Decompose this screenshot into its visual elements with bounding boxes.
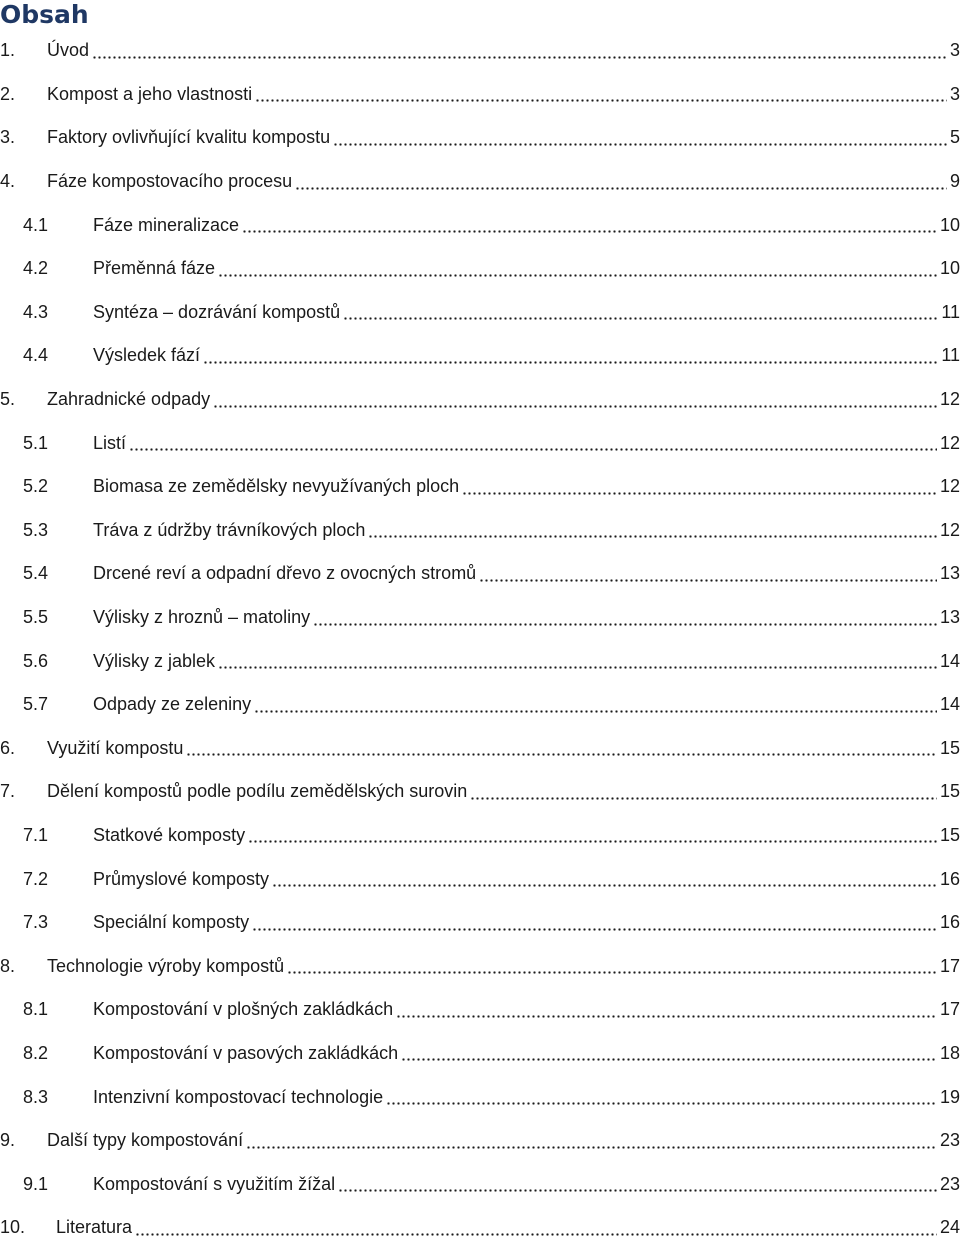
toc-entry-page: 15 bbox=[939, 781, 960, 802]
toc-entry[interactable] bbox=[0, 291, 960, 335]
toc-entry-number: 8.2 bbox=[23, 1042, 49, 1063]
toc-entry-title: Zahradnické odpady bbox=[47, 389, 211, 410]
toc-entry[interactable] bbox=[0, 1119, 960, 1163]
toc-entry[interactable] bbox=[0, 1162, 960, 1206]
toc-entry[interactable] bbox=[0, 421, 960, 465]
toc-entry-title: Další typy kompostování bbox=[47, 1130, 244, 1151]
toc-entry-title: Speciální komposty bbox=[93, 912, 250, 933]
toc-dot-leader bbox=[135, 1220, 937, 1240]
toc-entry-title: Tráva z údržby trávníkových ploch bbox=[93, 519, 366, 540]
toc-dot-leader bbox=[338, 1176, 937, 1196]
toc-entry-number: 4.2 bbox=[23, 258, 49, 279]
toc-dot-leader bbox=[255, 86, 947, 106]
toc-entry[interactable] bbox=[0, 901, 960, 945]
toc-entry-number: 2. bbox=[0, 83, 16, 104]
toc-entry-number: 5.1 bbox=[23, 432, 49, 453]
toc-entry-page: 17 bbox=[939, 955, 960, 976]
toc-entry-page: 3 bbox=[949, 83, 960, 104]
toc-dot-leader bbox=[272, 871, 937, 891]
toc-entry[interactable] bbox=[0, 988, 960, 1032]
toc-entry-number: 4.1 bbox=[23, 214, 49, 235]
toc-entry[interactable] bbox=[0, 160, 960, 204]
toc-entry-title: Odpady ze zeleniny bbox=[93, 694, 252, 715]
toc-dot-leader bbox=[218, 261, 937, 281]
toc-entry-title: Biomasa ze zemědělsky nevyužívaných ploch bbox=[93, 476, 460, 497]
toc-entry-title: Dělení kompostů podle podílu zemědělských surovin bbox=[47, 781, 468, 802]
toc-entry-page: 23 bbox=[939, 1173, 960, 1194]
toc-entry-page: 16 bbox=[939, 868, 960, 889]
toc-entry-page: 5 bbox=[949, 127, 960, 148]
toc-entry-number: 8.3 bbox=[23, 1086, 49, 1107]
toc-entry-number: 4. bbox=[0, 171, 16, 192]
toc-entry-number: 4.4 bbox=[23, 345, 49, 366]
toc-entry[interactable] bbox=[0, 727, 960, 771]
toc-entry-number: 9. bbox=[0, 1130, 16, 1151]
toc-entry-title: Syntéza – dozrávání kompostů bbox=[93, 301, 341, 322]
toc-entry[interactable] bbox=[0, 596, 960, 640]
toc-entry-title: Drcené reví a odpadní dřevo z ovocných stromů bbox=[93, 563, 477, 584]
toc-dot-leader bbox=[203, 348, 938, 368]
toc-entry-number: 4.3 bbox=[23, 301, 49, 322]
toc-entry-page: 3 bbox=[949, 40, 960, 61]
toc-entry-title: Technologie výroby kompostů bbox=[47, 955, 285, 976]
toc-entry-number: 7.1 bbox=[23, 824, 49, 845]
toc-entry-number: 5.2 bbox=[23, 476, 49, 497]
toc-dot-leader bbox=[218, 653, 937, 673]
toc-entry-number: 10. bbox=[0, 1217, 26, 1238]
toc-entry[interactable] bbox=[0, 116, 960, 160]
toc-entry-number: 5.4 bbox=[23, 563, 49, 584]
toc-dot-leader bbox=[343, 304, 938, 324]
toc-entry-page: 15 bbox=[939, 824, 960, 845]
toc-entry-page: 12 bbox=[939, 389, 960, 410]
toc-entry-title: Literatura bbox=[56, 1217, 133, 1238]
toc-entry[interactable] bbox=[0, 29, 960, 73]
toc-entry-title: Kompost a jeho vlastnosti bbox=[47, 83, 253, 104]
toc-dot-leader bbox=[129, 435, 937, 455]
toc-dot-leader bbox=[396, 1002, 937, 1022]
toc-dot-leader bbox=[313, 610, 937, 630]
toc-entry-page: 10 bbox=[939, 258, 960, 279]
toc-entry-number: 8.1 bbox=[23, 999, 49, 1020]
toc-entry-page: 17 bbox=[939, 999, 960, 1020]
toc-entry-title: Kompostování v plošných zakládkách bbox=[93, 999, 394, 1020]
toc-entry-number: 5. bbox=[0, 389, 16, 410]
toc-entry-number: 7.3 bbox=[23, 912, 49, 933]
toc-entry-page: 10 bbox=[939, 214, 960, 235]
toc-dot-leader bbox=[246, 1133, 937, 1153]
toc-entry[interactable] bbox=[0, 814, 960, 858]
toc-dot-leader bbox=[287, 958, 937, 978]
toc-entry-title: Faktory ovlivňující kvalitu kompostu bbox=[47, 127, 331, 148]
toc-entry[interactable] bbox=[0, 1075, 960, 1119]
toc-entry[interactable] bbox=[0, 247, 960, 291]
toc-entry[interactable] bbox=[0, 770, 960, 814]
toc-entry-number: 7. bbox=[0, 781, 16, 802]
toc-entry-title: Intenzivní kompostovací technologie bbox=[93, 1086, 384, 1107]
toc-dot-leader bbox=[252, 915, 937, 935]
table-of-contents bbox=[0, 29, 960, 1250]
toc-entry[interactable] bbox=[0, 73, 960, 117]
toc-entry-number: 5.5 bbox=[23, 607, 49, 628]
toc-entry[interactable] bbox=[0, 552, 960, 596]
toc-entry-number: 5.6 bbox=[23, 650, 49, 671]
toc-entry-title: Průmyslové komposty bbox=[93, 868, 270, 889]
toc-dot-leader bbox=[462, 479, 937, 499]
toc-entry[interactable] bbox=[0, 465, 960, 509]
toc-dot-leader bbox=[242, 217, 937, 237]
toc-entry-page: 16 bbox=[939, 912, 960, 933]
toc-entry-number: 5.3 bbox=[23, 519, 49, 540]
toc-dot-leader bbox=[254, 697, 937, 717]
toc-entry[interactable] bbox=[0, 509, 960, 553]
toc-entry-title: Fáze kompostovacího procesu bbox=[47, 171, 293, 192]
toc-entry-page: 14 bbox=[939, 650, 960, 671]
toc-entry-title: Výlisky z hroznů – matoliny bbox=[93, 607, 311, 628]
toc-entry-page: 9 bbox=[949, 171, 960, 192]
toc-entry-title: Statkové komposty bbox=[93, 824, 246, 845]
toc-entry-page: 24 bbox=[939, 1217, 960, 1238]
toc-entry[interactable] bbox=[0, 203, 960, 247]
toc-entry-number: 6. bbox=[0, 737, 16, 758]
toc-dot-leader bbox=[248, 827, 937, 847]
toc-entry[interactable] bbox=[0, 857, 960, 901]
toc-dot-leader bbox=[92, 43, 947, 63]
toc-entry[interactable] bbox=[0, 1032, 960, 1076]
toc-entry-title: Listí bbox=[93, 432, 127, 453]
toc-dot-leader bbox=[386, 1089, 937, 1109]
toc-entry-number: 3. bbox=[0, 127, 16, 148]
toc-entry-title: Výsledek fází bbox=[93, 345, 201, 366]
toc-entry-title: Fáze mineralizace bbox=[93, 214, 240, 235]
toc-entry-title: Kompostování v pasových zakládkách bbox=[93, 1042, 399, 1063]
toc-dot-leader bbox=[295, 174, 947, 194]
toc-entry-page: 13 bbox=[939, 563, 960, 584]
toc-entry-title: Úvod bbox=[47, 40, 90, 61]
toc-entry[interactable] bbox=[0, 683, 960, 727]
toc-entry-page: 11 bbox=[941, 301, 960, 322]
toc-entry-number: 1. bbox=[0, 40, 16, 61]
toc-dot-leader bbox=[213, 392, 937, 412]
toc-entry[interactable] bbox=[0, 378, 960, 422]
toc-dot-leader bbox=[401, 1045, 937, 1065]
toc-entry-page: 14 bbox=[939, 694, 960, 715]
toc-entry[interactable] bbox=[0, 639, 960, 683]
toc-dot-leader bbox=[470, 784, 937, 804]
toc-entry-page: 18 bbox=[939, 1042, 960, 1063]
toc-dot-leader bbox=[368, 522, 937, 542]
toc-entry-title: Přeměnná fáze bbox=[93, 258, 216, 279]
toc-entry[interactable] bbox=[0, 944, 960, 988]
toc-entry-number: 5.7 bbox=[23, 694, 49, 715]
toc-entry-number: 8. bbox=[0, 955, 16, 976]
toc-entry-page: 12 bbox=[939, 432, 960, 453]
toc-entry-title: Kompostování s využitím žížal bbox=[93, 1173, 336, 1194]
toc-entry-page: 12 bbox=[939, 519, 960, 540]
toc-entry-title: Využití kompostu bbox=[47, 737, 184, 758]
toc-dot-leader bbox=[186, 740, 937, 760]
toc-dot-leader bbox=[479, 566, 937, 586]
toc-entry-number: 9.1 bbox=[23, 1173, 49, 1194]
toc-entry-page: 23 bbox=[939, 1130, 960, 1151]
toc-entry-number: 7.2 bbox=[23, 868, 49, 889]
toc-entry-page: 19 bbox=[939, 1086, 960, 1107]
toc-entry-page: 13 bbox=[939, 607, 960, 628]
toc-entry-page: 15 bbox=[939, 737, 960, 758]
toc-entry-page: 11 bbox=[941, 345, 960, 366]
page-title: Obsah bbox=[0, 0, 89, 29]
toc-entry-page: 12 bbox=[939, 476, 960, 497]
toc-entry-title: Výlisky z jablek bbox=[93, 650, 216, 671]
toc-dot-leader bbox=[333, 130, 947, 150]
toc-entry[interactable] bbox=[0, 334, 960, 378]
